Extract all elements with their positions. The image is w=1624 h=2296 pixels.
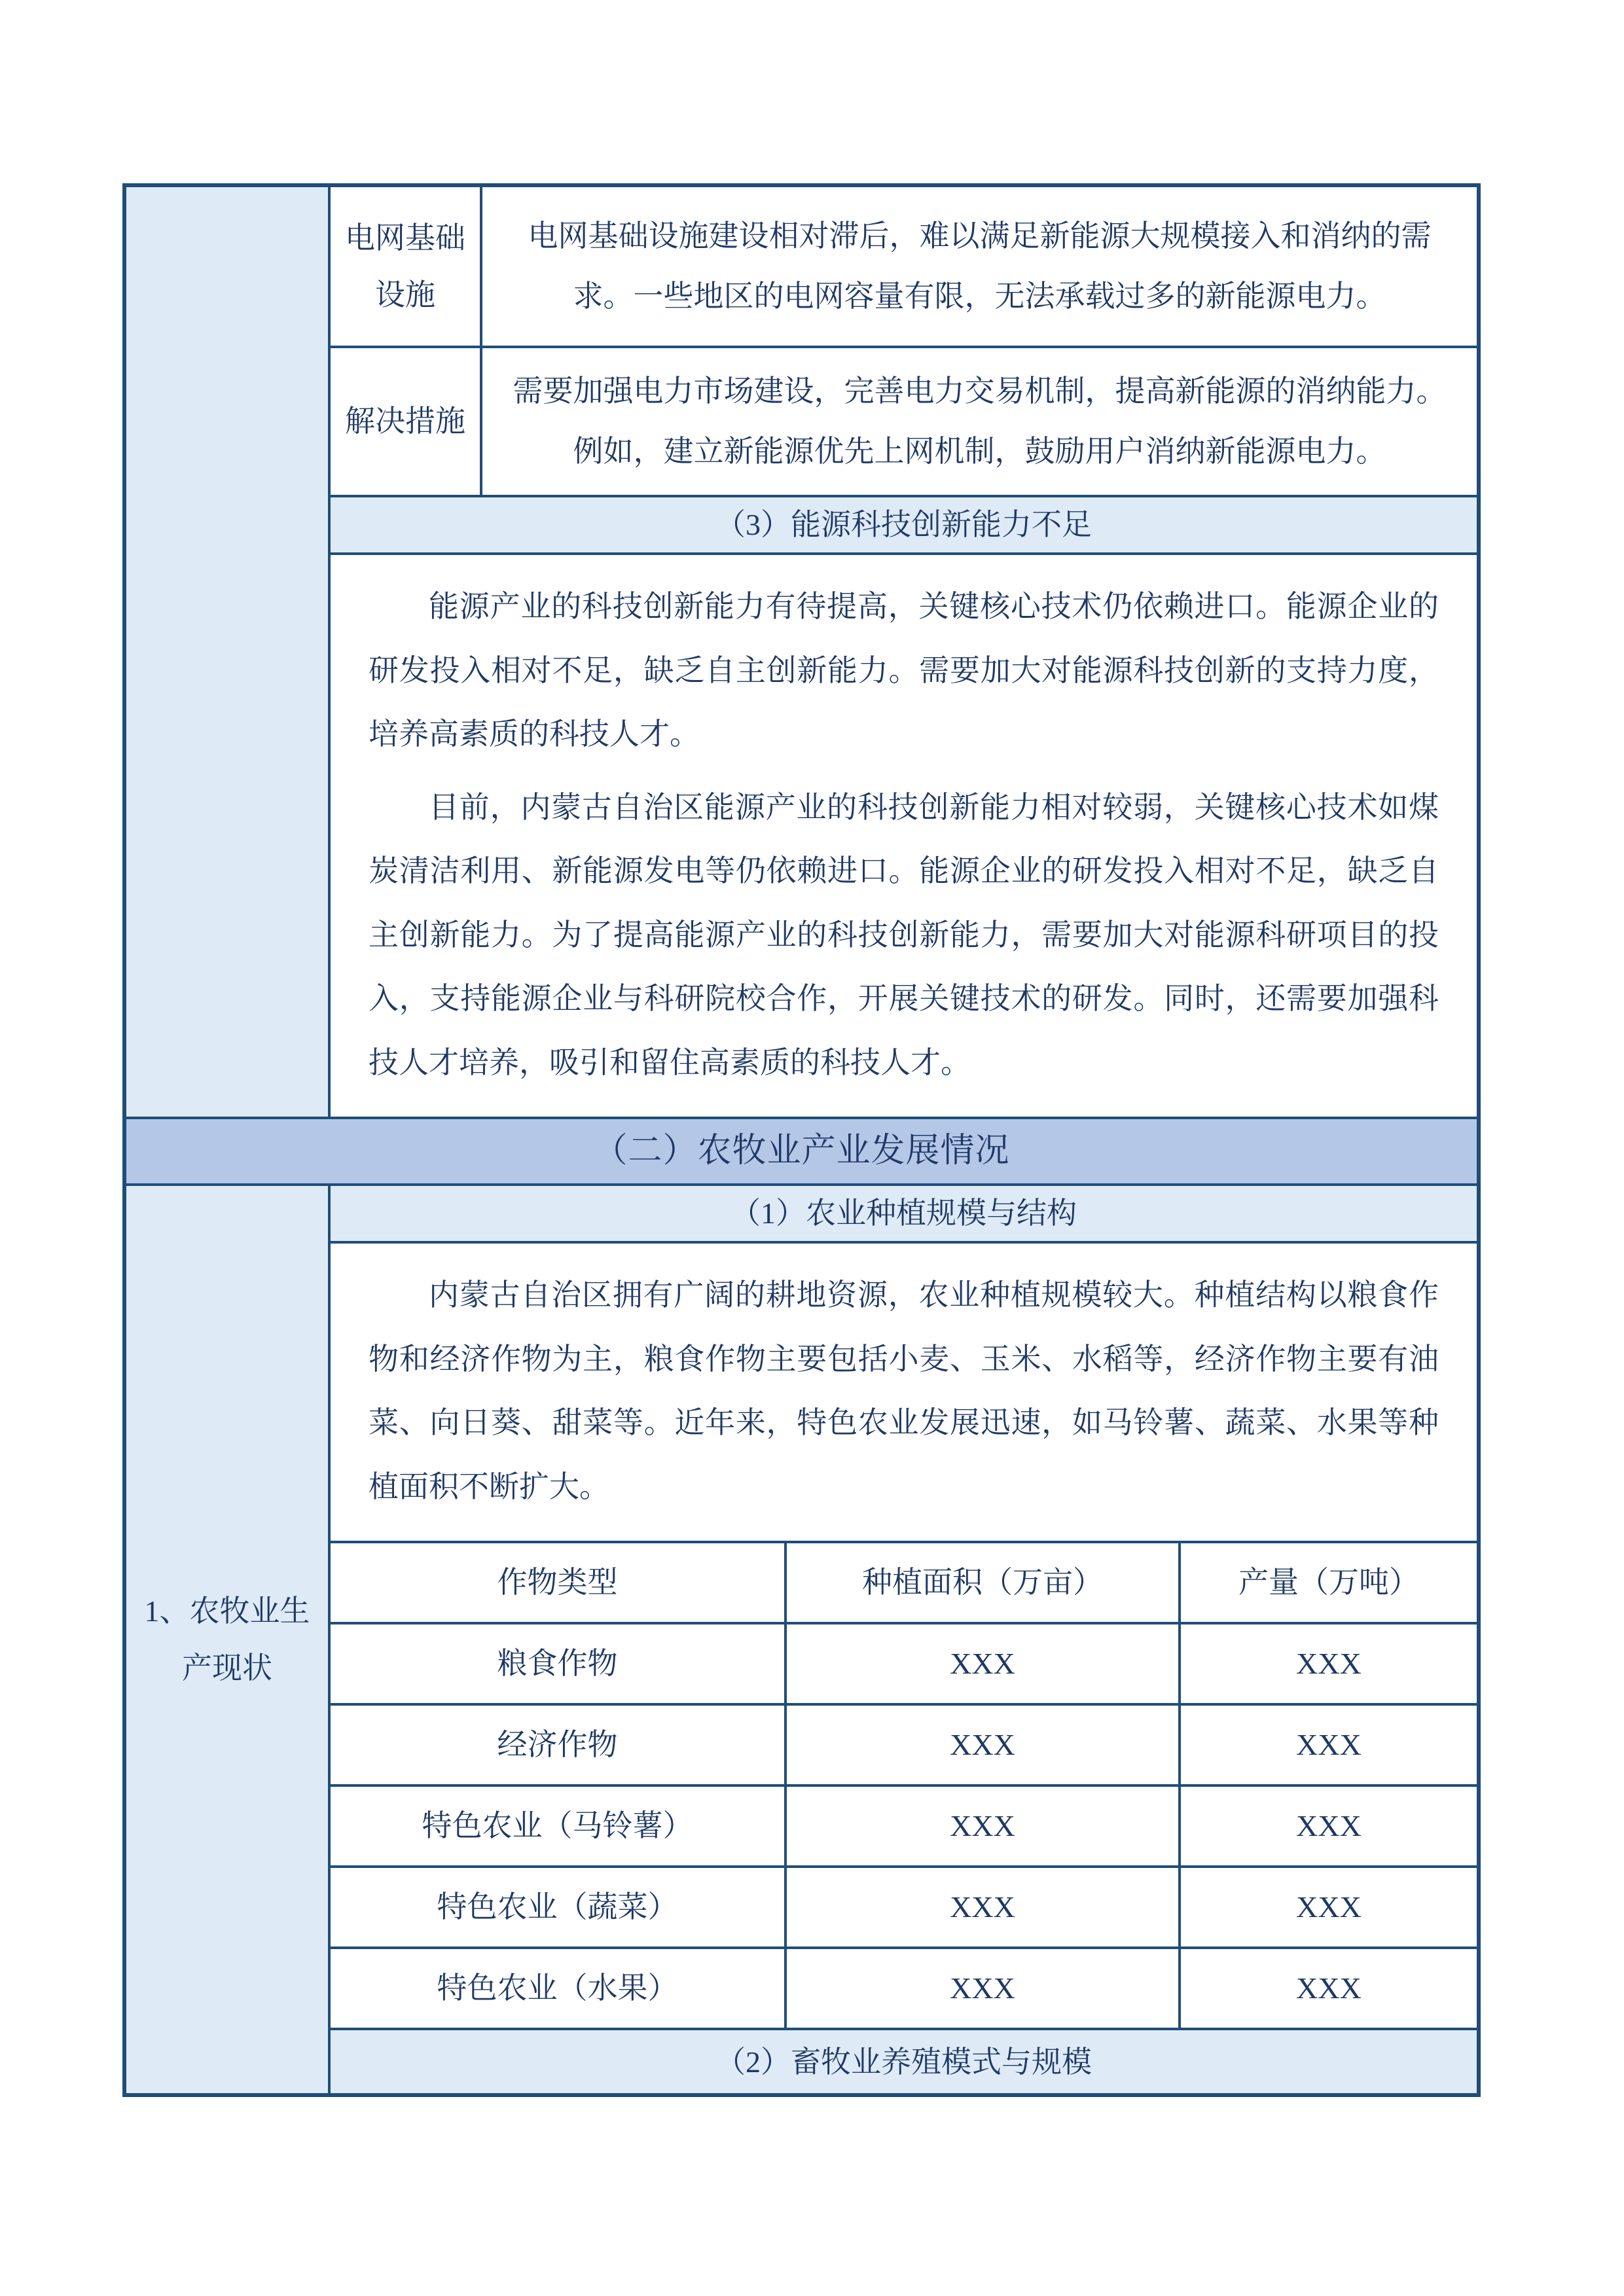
table-row-crop-area: XXX <box>787 1787 1178 1865</box>
table-row-crop-type: 经济作物 <box>331 1706 784 1784</box>
crops-table-header-type: 作物类型 <box>331 1543 784 1622</box>
energy-innovation-paragraph-1: 能源产业的科技创新能力有待提高，关键核心技术仍依赖进口。能源企业的研发投入相对不足，缺乏自主创新能力。需要加大对能源科技创新的支持力度，培养高素质的科技人才。 <box>369 590 1439 751</box>
table-row-crop-type: 粮食作物 <box>331 1624 784 1703</box>
grid-infrastructure-content-cell: 电网基础设施建设相对滞后，难以满足新能源大规模接入和消纳的需求。一些地区的电网容量有限，无法承载过多的新能源电力。 <box>482 187 1477 346</box>
report-table <box>122 183 1481 2097</box>
table-row-crop-type: 特色农业（水果） <box>331 1949 784 2028</box>
agriculture-section-header: （二）农牧业产业发展情况 <box>126 1119 1477 1183</box>
planting-paragraph-cell <box>331 1244 1477 1541</box>
table-row-crop-area: XXX <box>787 1949 1178 2028</box>
crops-table-header-output: 产量（万吨） <box>1181 1543 1477 1622</box>
table-row-crop-output: XXX <box>1181 1706 1477 1784</box>
energy-innovation-paragraphs-cell <box>331 555 1477 1117</box>
table-row-crop-output: XXX <box>1181 1949 1477 2028</box>
table-row-crop-type: 特色农业（马铃薯） <box>331 1787 784 1865</box>
crops-table-header-area: 种植面积（万亩） <box>787 1543 1178 1622</box>
livestock-subheader: （2）畜牧业养殖模式与规模 <box>331 2030 1477 2093</box>
solution-label-cell: 解决措施 <box>331 348 480 495</box>
energy-innovation-subheader: （3）能源科技创新能力不足 <box>331 497 1477 552</box>
table-row-crop-output: XXX <box>1181 1787 1477 1865</box>
agriculture-sidebar-label-cell: 1、农牧业生产现状 <box>126 1186 328 2093</box>
planting-scale-subheader: （1）农业种植规模与结构 <box>331 1186 1477 1241</box>
table-row-crop-area: XXX <box>787 1624 1178 1703</box>
table-row-crop-area: XXX <box>787 1706 1178 1784</box>
energy-innovation-paragraph-2: 目前，内蒙古自治区能源产业的科技创新能力相对较弱，关键核心技术如煤炭清洁利用、新能源发电等仍依赖进口。能源企业的研发投入相对不足，缺乏自主创新能力。为了提高能源产业的科技创新能力，需要加大对能源科研项目的投入，支持能源企业与科研院校合作，开展关键技术的研发。同时，还需要加强科技人才培养，吸引和留住高素质的科技人才。 <box>369 790 1439 1079</box>
table-row-crop-output: XXX <box>1181 1868 1477 1946</box>
table-row-crop-output: XXX <box>1181 1624 1477 1703</box>
table-row-crop-area: XXX <box>787 1868 1178 1946</box>
solution-content-cell: 需要加强电力市场建设，完善电力交易机制，提高新能源的消纳能力。例如，建立新能源优先上网机制，鼓励用户消纳新能源电力。 <box>482 348 1477 495</box>
planting-paragraph: 内蒙古自治区拥有广阔的耕地资源，农业种植规模较大。种植结构以粮食作物和经济作物为主，粮食作物主要包括小麦、玉米、水稻等，经济作物主要有油菜、向日葵、甜菜等。近年来，特色农业发展迅速，如马铃薯、蔬菜、水果等种植面积不断扩大。 <box>369 1278 1439 1503</box>
energy-section-sidebar-cell <box>126 187 328 1117</box>
grid-infrastructure-label-cell: 电网基础设施 <box>331 187 480 346</box>
table-row-crop-type: 特色农业（蔬菜） <box>331 1868 784 1946</box>
